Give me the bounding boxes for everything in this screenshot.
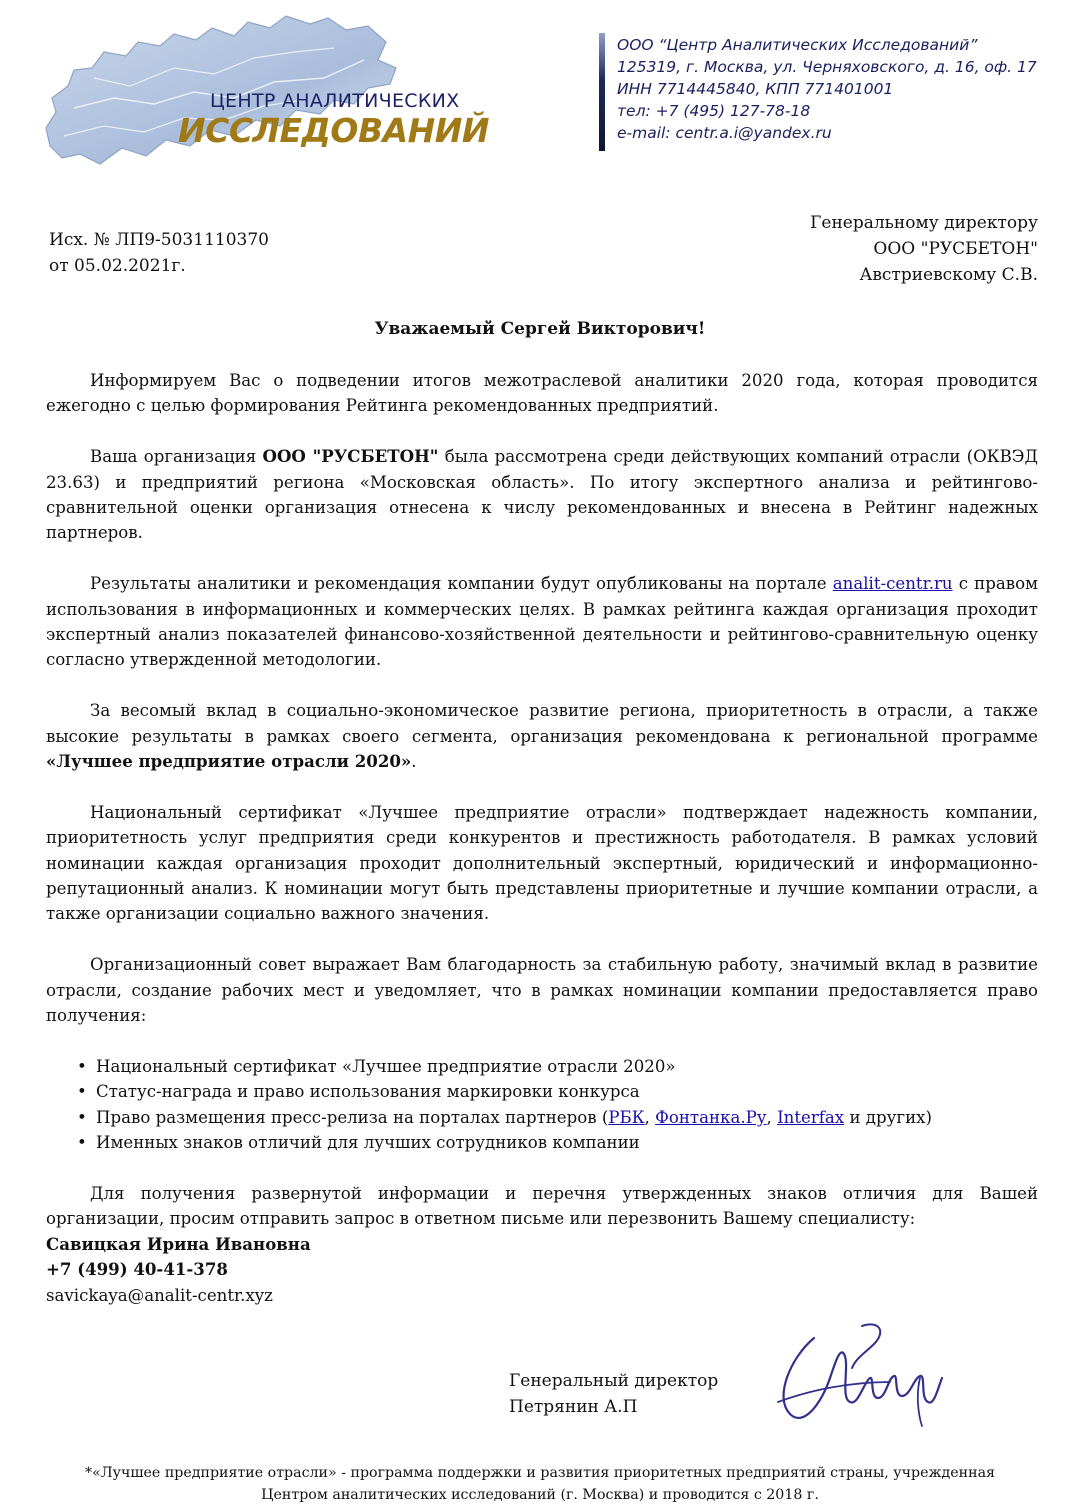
reference-date: от 05.02.2021г. — [49, 256, 186, 276]
company-logo — [34, 8, 489, 183]
paragraph-text: Ваша организация — [90, 447, 263, 467]
footnote-line2: Центром аналитических исследований (г. Москва) и проводится с 2018 г. — [261, 1487, 819, 1503]
outgoing-reference — [49, 227, 269, 279]
paragraph-text: . — [411, 752, 417, 772]
addressee-position: Генеральному директору — [810, 213, 1038, 233]
addressee-name: Австриевскому С.В. — [859, 265, 1038, 285]
signatory-name: Петрянин А.П — [509, 1397, 638, 1417]
list-item-text: , — [644, 1107, 656, 1127]
footnote — [0, 1462, 1080, 1506]
rbc-link[interactable]: РБК — [608, 1107, 645, 1127]
paragraph-certificate: Национальный сертификат «Лучшее предприятие отрасли» подтверждает надежность компании, приоритетность услуг предприятия среди конкурентов и престижность работодателя. В рамках условий номинации каждая организация проходит дополнительный экспертный, юридический и информационно-репутационный анализ. К номинации могут быть представлены приоритетные и лучшие компании отрасли, а также организации социально важного значения. — [46, 802, 1038, 924]
interfax-link[interactable]: Interfax — [777, 1107, 845, 1127]
list-item-text: , — [766, 1107, 778, 1127]
paragraph-organization — [46, 444, 1038, 546]
signatory-position: Генеральный директор — [509, 1371, 719, 1391]
salutation: Уважаемый Сергей Викторович! — [374, 319, 706, 339]
signatory-block — [509, 1368, 718, 1420]
fontanka-link[interactable]: Фонтанка.Ру — [655, 1107, 767, 1127]
contact-person-email: savickaya@analit-centr.xyz — [46, 1285, 273, 1305]
list-item: • Национальный сертификат «Лучшее предприятие отрасли 2020» — [46, 1054, 1038, 1079]
sender-company-name: ООО “Центр Аналитических Исследований” — [617, 36, 978, 54]
benefits-list — [46, 1054, 1038, 1156]
paragraph-gratitude: Организационный совет выражает Вам благодарность за стабильную работу, значимый вклад в развитие отрасли, создание рабочих мест и уведомляет, что в рамках номинации компании предоставляется право получения: — [46, 955, 1038, 1026]
organization-name: ООО "РУСБЕТОН" — [262, 446, 439, 467]
sender-phone: тел: +7 (495) 127-78-18 — [617, 102, 811, 120]
paragraph-intro: Информируем Вас о подведении итогов межотраслевой аналитики 2020 года, которая проводится ежегодно с целью формирования Рейтинга рекомендованных предприятий. — [46, 371, 1038, 416]
portal-link[interactable]: analit-centr.ru — [832, 574, 953, 594]
list-item: • Статус-награда и право использования маркировки конкурса — [46, 1079, 1038, 1104]
addressee-block — [810, 210, 1038, 288]
program-name: «Лучшее предприятие отрасли 2020» — [46, 751, 412, 772]
list-item-text: Право размещения пресс-релиза на порталах партнеров ( — [96, 1107, 609, 1127]
list-item — [46, 1105, 1038, 1130]
contact-divider — [599, 33, 605, 151]
list-item-text: и других) — [844, 1107, 932, 1127]
handwritten-signature-icon — [770, 1318, 960, 1438]
sender-email: e-mail: centr.a.i@yandex.ru — [617, 124, 832, 142]
reference-number: Исх. № ЛП9-5031110370 — [49, 230, 269, 250]
addressee-company: ООО "РУСБЕТОН" — [873, 239, 1038, 259]
paragraph-text: была рассмотрена среди действующих компаний отрасли (ОКВЭД 23.63) и предприятий региона «Московская область». По итогу экспертного анализа и рейтингово-сравнительной оценки организация отнесена к числу рекомендованных и внесена в Рейтинг надежных партнеров. — [46, 447, 1038, 543]
logo-text-line2: ИССЛЕДОВАНИЙ — [178, 111, 489, 150]
paragraph-text: За весомый вклад в социально-экономическое развитие региона, приоритетность в отрасли, а также высокие результаты в рамках своего сегмента, организация рекомендована к региональной программе — [46, 701, 1038, 746]
sender-contact-block — [617, 34, 1037, 144]
list-item: • Именных знаков отличий для лучших сотрудников компании — [46, 1130, 1038, 1155]
paragraph-text: Результаты аналитики и рекомендация компании будут опубликованы на портале — [90, 574, 833, 594]
paragraph-program — [46, 698, 1038, 774]
logo-text-line1: ЦЕНТР АНАЛИТИЧЕСКИХ — [210, 90, 460, 112]
contact-person-phone: +7 (499) 40-41-378 — [46, 1259, 228, 1280]
sender-address: 125319, г. Москва, ул. Черняховского, д. 16, оф. 17 — [617, 58, 1037, 76]
letter-body — [46, 368, 1038, 1308]
paragraph-text: с правом использования в информационных и коммерческих целях. В рамках рейтинга каждая организация проходит экспертный анализ показателей финансово-хозяйственной деятельности и рейтингово-сравнительную оценку согласно утвержденной методологии. — [46, 574, 1038, 670]
paragraph-results — [46, 571, 1038, 673]
sender-tax-ids: ИНН 7714445840, КПП 771401001 — [617, 80, 894, 98]
contact-person-name: Савицкая Ирина Ивановна — [46, 1233, 311, 1254]
footnote-line1: *«Лучшее предприятие отрасли» - программа поддержки и развития приоритетных предприятий страны, учрежденная — [85, 1465, 995, 1481]
paragraph-request: Для получения развернутой информации и перечня утвержденных знаков отличия для Вашей организации, просим отправить запрос в ответном письме или перезвонить Вашему специалисту: — [46, 1183, 1038, 1229]
